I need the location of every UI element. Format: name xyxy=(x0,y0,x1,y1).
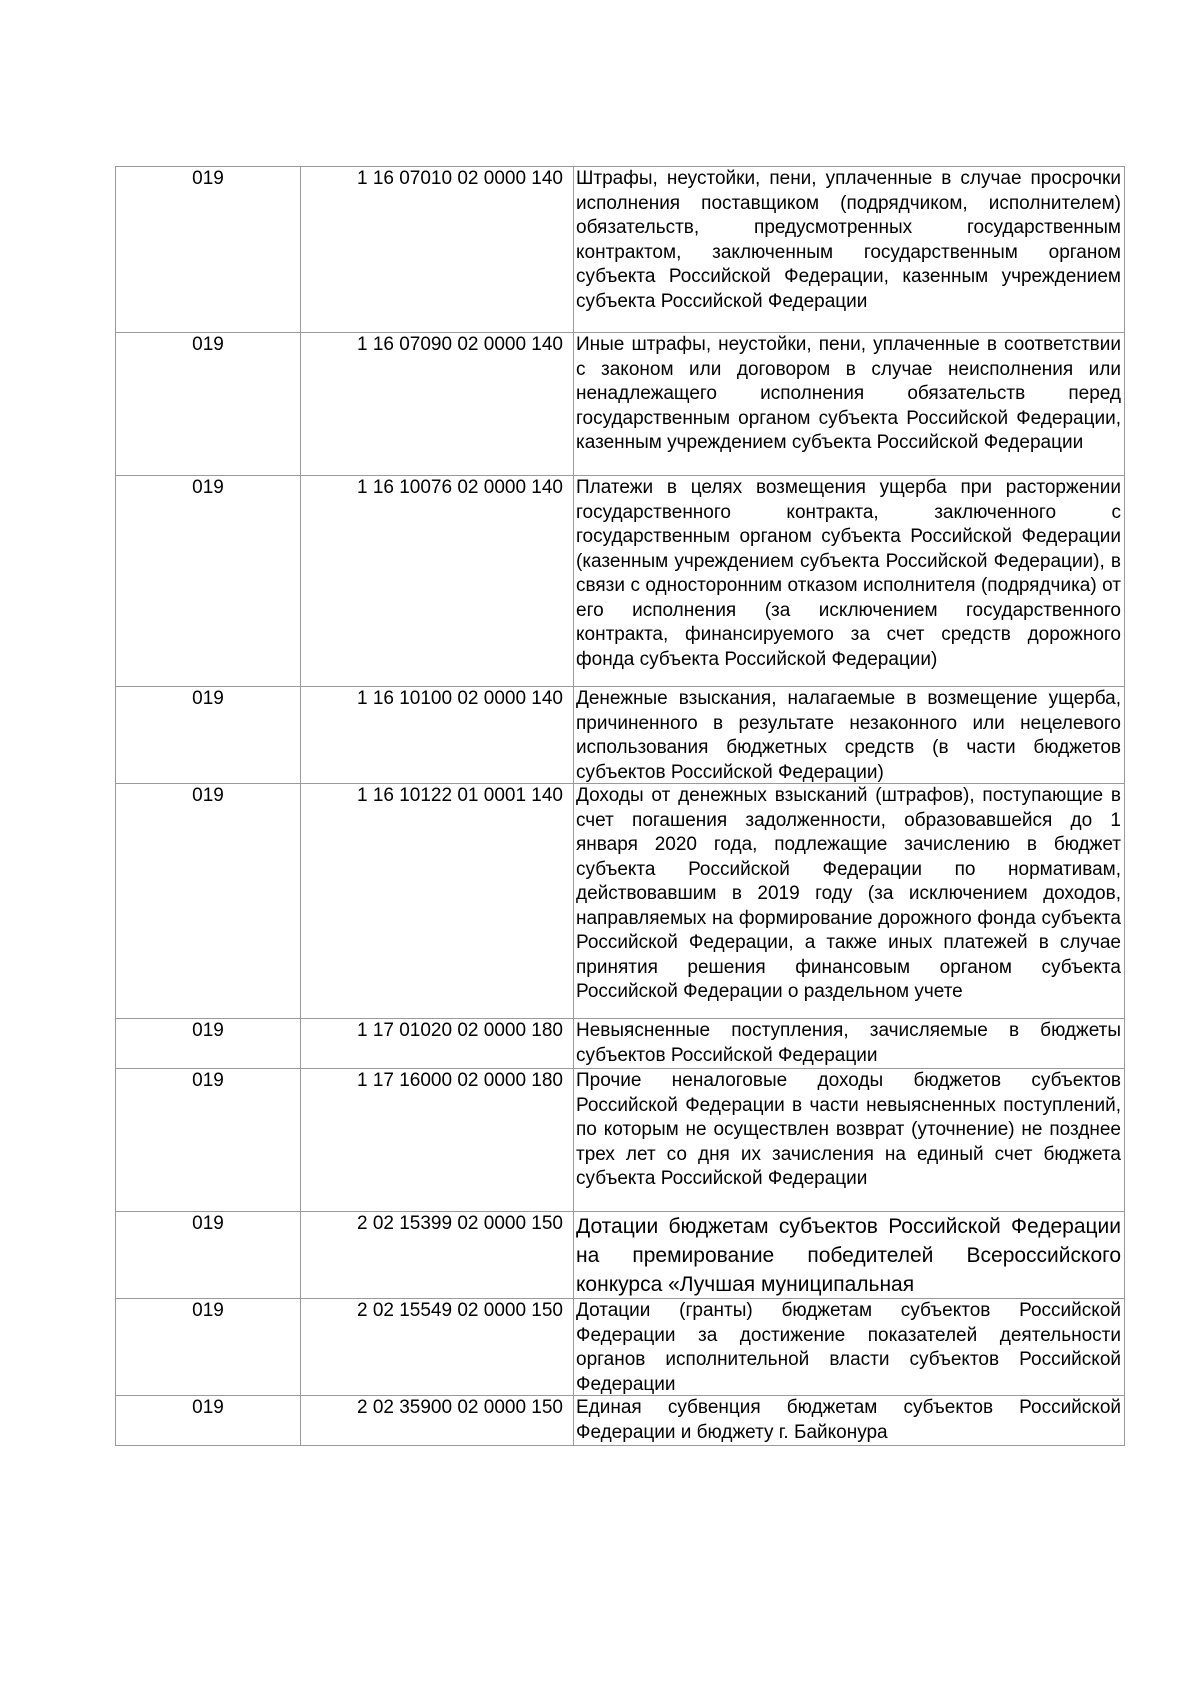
kbk-code-cell: 2 02 15549 02 0000 150 xyxy=(301,1299,574,1396)
description-text: Прочие неналоговые доходы бюджетов субъектов Российской Федерации в части невыясненных поступлений, по которым не осуществлен возврат (уточнение) не позднее трех лет со дня их зачисления на единый счет бюджета субъекта Российской Федерации xyxy=(576,1070,1121,1189)
description-cell xyxy=(574,476,1125,687)
description-cell xyxy=(574,1069,1125,1212)
description-cell xyxy=(574,1019,1125,1069)
kbk-code-cell: 1 17 16000 02 0000 180 xyxy=(301,1069,574,1212)
table-row xyxy=(116,784,1125,1019)
admin-code-cell: 019 xyxy=(116,1069,301,1212)
description-text: Единая субвенция бюджетам субъектов Российской Федерации и бюджету г. Байконура xyxy=(576,1397,1121,1443)
kbk-code-cell: 1 16 07090 02 0000 140 xyxy=(301,333,574,476)
kbk-code-cell: 1 16 10100 02 0000 140 xyxy=(301,687,574,784)
table-row xyxy=(116,1299,1125,1396)
table-row xyxy=(116,1396,1125,1446)
description-cell xyxy=(574,687,1125,784)
table-row xyxy=(116,687,1125,784)
description-cell xyxy=(574,784,1125,1019)
description-text: Дотации бюджетам субъектов Российской Федерации на премирование победителей Всероссийского конкурса «Лучшая муниципальная xyxy=(576,1215,1121,1296)
table-row xyxy=(116,1019,1125,1069)
description-cell xyxy=(574,1396,1125,1446)
admin-code-cell: 019 xyxy=(116,1212,301,1299)
revenue-codes-table xyxy=(115,166,1125,1446)
description-text: Штрафы, неустойки, пени, уплаченные в случае просрочки исполнения поставщиком (подрядчиком, исполнителем) обязательств, предусмотренных государственным контрактом, заключенным государственным органом субъекта Российской Федерации, казенным учреждением субъекта Российской Федерации xyxy=(576,168,1121,312)
kbk-code-cell: 1 17 01020 02 0000 180 xyxy=(301,1019,574,1069)
kbk-code-cell: 2 02 15399 02 0000 150 xyxy=(301,1212,574,1299)
admin-code-cell: 019 xyxy=(116,784,301,1019)
kbk-code-cell: 1 16 10122 01 0001 140 xyxy=(301,784,574,1019)
table-row xyxy=(116,476,1125,687)
admin-code-cell: 019 xyxy=(116,333,301,476)
description-cell xyxy=(574,1299,1125,1396)
description-text: Невыясненные поступления, зачисляемые в бюджеты субъектов Российской Федерации xyxy=(576,1020,1121,1066)
admin-code-cell: 019 xyxy=(116,1396,301,1446)
kbk-code-cell: 2 02 35900 02 0000 150 xyxy=(301,1396,574,1446)
description-text: Дотации (гранты) бюджетам субъектов Российской Федерации за достижение показателей деятельности органов исполнительной власти субъектов Российской Федерации xyxy=(576,1300,1121,1395)
admin-code-cell: 019 xyxy=(116,167,301,333)
table-row xyxy=(116,1069,1125,1212)
admin-code-cell: 019 xyxy=(116,1299,301,1396)
table-row xyxy=(116,167,1125,333)
admin-code-cell: 019 xyxy=(116,1019,301,1069)
admin-code-cell: 019 xyxy=(116,476,301,687)
description-text: Иные штрафы, неустойки, пени, уплаченные в соответствии с законом или договором в случае неисполнения или ненадлежащего исполнения обязательств перед государственным органом субъекта Российской Федерации, казенным учреждением субъекта Российской Федерации xyxy=(576,334,1121,453)
kbk-code-cell: 1 16 10076 02 0000 140 xyxy=(301,476,574,687)
description-text: Платежи в целях возмещения ущерба при расторжении государственного контракта, заключенного с государственным органом субъекта Российской Федерации (казенным учреждением субъекта Российской Федерации), в связи с односторонним отказом исполнителя (подрядчика) от его исполнения (за исключением государственного контракта, финансируемого за счет средств дорожного фонда субъекта Российской Федерации) xyxy=(576,477,1121,670)
description-cell xyxy=(574,333,1125,476)
description-text: Денежные взыскания, налагаемые в возмещение ущерба, причиненного в результате незаконного или нецелевого использования бюджетных средств (в части бюджетов субъектов Российской Федерации) xyxy=(576,688,1121,783)
admin-code-cell: 019 xyxy=(116,687,301,784)
description-cell xyxy=(574,1212,1125,1299)
kbk-code-cell: 1 16 07010 02 0000 140 xyxy=(301,167,574,333)
table-row xyxy=(116,333,1125,476)
table-row xyxy=(116,1212,1125,1299)
description-cell xyxy=(574,167,1125,333)
description-text: Доходы от денежных взысканий (штрафов), поступающие в счет погашения задолженности, образовавшейся до 1 января 2020 года, подлежащие зачислению в бюджет субъекта Российской Федерации по нормативам, действовавшим в 2019 году (за исключением доходов, направляемых на формирование дорожного фонда субъекта Российской Федерации, а также иных платежей в случае принятия решения финансовым органом субъекта Российской Федерации о раздельном учете xyxy=(576,785,1121,1002)
